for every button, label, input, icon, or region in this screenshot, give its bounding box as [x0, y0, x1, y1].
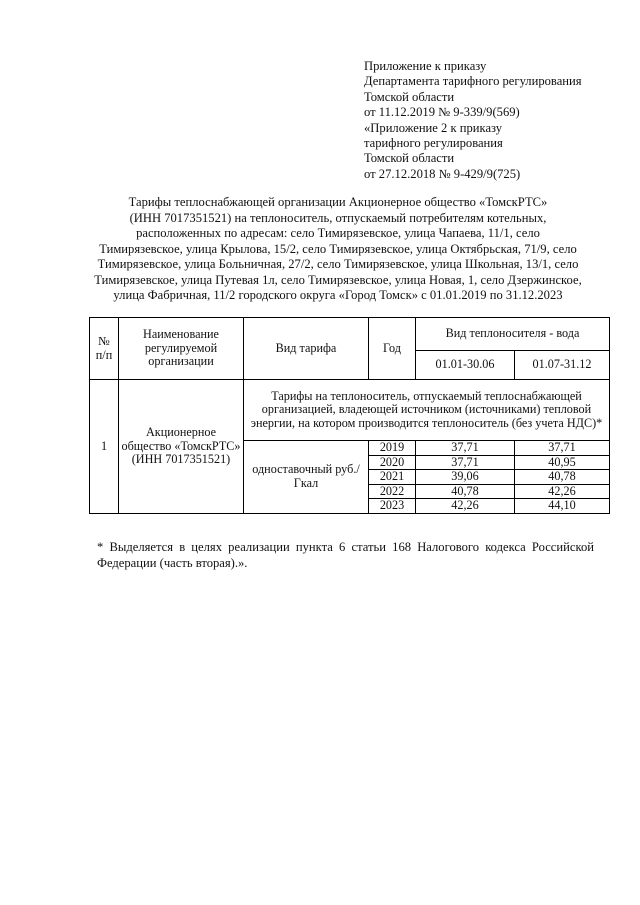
tariff-value: 42,26	[416, 499, 515, 514]
tariff-value: 37,71	[416, 441, 515, 456]
row-tariff-type: одноставочный руб./Гкал	[244, 441, 369, 514]
year-cell: 2022	[369, 484, 416, 499]
appendix-line: тарифного регулирования	[364, 136, 503, 151]
header-organization: Наименование регулируемой организации	[119, 318, 244, 380]
appendix-reference	[364, 59, 582, 182]
year-cell: 2023	[369, 499, 416, 514]
appendix-line: от 11.12.2019 № 9-339/9(569)	[364, 105, 520, 120]
header-period-2: 01.07-31.12	[515, 351, 610, 380]
row-organization: Акционерное общество «ТомскРТС» (ИНН 7017351521)	[119, 380, 244, 514]
row-description: Тарифы на теплоноситель, отпускаемый теплоснабжающей организацией, владеющей источником (источниками) тепловой энергии, на котором производится теплоноситель (без учета НДС)*	[244, 380, 610, 441]
title-line: Тимирязевское, улица Путевая 1л, село Тимирязевское, улица Новая, 1, село Дзержинское,	[94, 272, 582, 287]
tariff-value: 40,95	[515, 455, 610, 470]
table-header-row	[90, 318, 610, 351]
tariff-value: 44,10	[515, 499, 610, 514]
title-line: расположенных по адресам: село Тимирязевское, улица Чапаева, 11/1, село	[136, 226, 540, 240]
table-row	[90, 380, 610, 441]
header-tariff-type: Вид тарифа	[244, 318, 369, 380]
tariff-value: 37,71	[515, 441, 610, 456]
header-year: Год	[369, 318, 416, 380]
title-line: Тимирязевское, улица Крылова, 15/2, село Тимирязевское, улица Октябрьская, 71/9, село	[99, 241, 577, 256]
tariff-value: 39,06	[416, 470, 515, 485]
title-line: Тимирязевское, улица Больничная, 27/2, село Тимирязевское, улица Школьная, 13/1, село	[97, 257, 579, 271]
tariff-value: 37,71	[416, 455, 515, 470]
tariff-value: 40,78	[515, 470, 610, 485]
year-cell: 2021	[369, 470, 416, 485]
header-number: № п/п	[90, 318, 119, 380]
row-number: 1	[90, 380, 119, 514]
appendix-line: Томской области	[364, 89, 455, 104]
year-cell: 2020	[369, 455, 416, 470]
header-carrier: Вид теплоносителя - вода	[416, 318, 610, 351]
year-cell: 2019	[369, 441, 416, 456]
appendix-line: Приложение к приказу	[364, 59, 487, 73]
appendix-line: Департамента тарифного регулирования	[364, 74, 582, 89]
tariff-value: 42,26	[515, 484, 610, 499]
tariff-table	[89, 317, 610, 514]
title-line: улица Фабричная, 11/2 городского округа «Город Томск» с 01.01.2019 по 31.12.2023	[113, 288, 563, 302]
tariff-value: 40,78	[416, 484, 515, 499]
title-line: Тарифы теплоснабжающей организации Акционерное общество «ТомскРТС»	[128, 195, 548, 209]
appendix-line: Томской области	[364, 151, 455, 166]
document-title	[80, 195, 596, 304]
title-line: (ИНН 7017351521) на теплоноситель, отпускаемый потребителям котельных,	[129, 210, 547, 225]
appendix-line: от 27.12.2018 № 9-429/9(725)	[364, 166, 521, 181]
appendix-line: «Приложение 2 к приказу	[364, 120, 503, 135]
footnote: * Выделяется в целях реализации пункта 6 статьи 168 Налогового кодекса Российской Федерации (часть вторая).».	[97, 540, 594, 570]
header-period-1: 01.01-30.06	[416, 351, 515, 380]
